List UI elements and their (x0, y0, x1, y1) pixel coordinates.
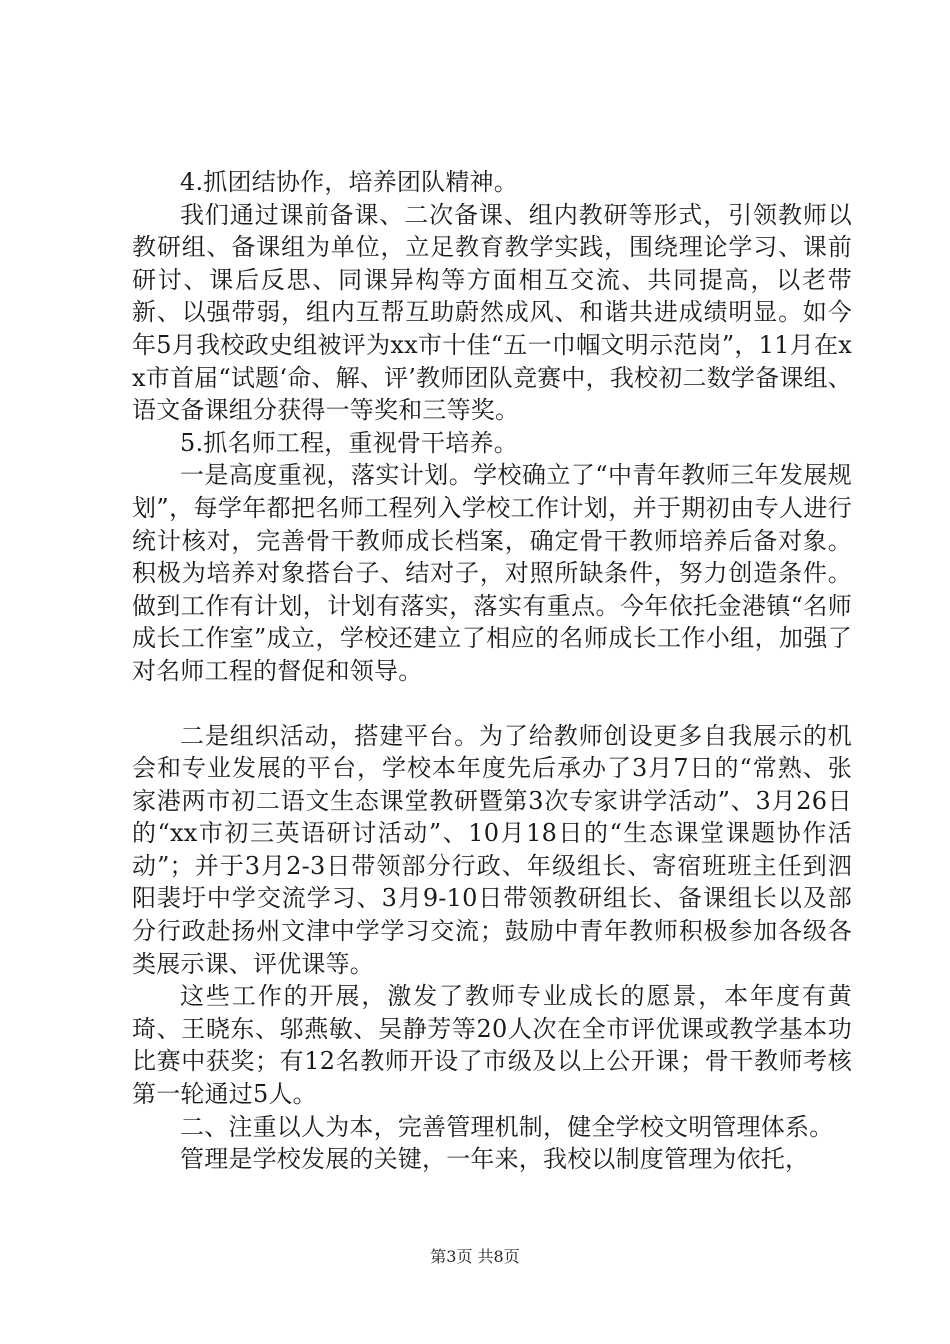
paragraph-teamwork: 我们通过课前备课、二次备课、组内教研等形式，引领教师以教研组、备课组为单位，立足教育教学实践，围绕理论学习、课前研讨、课后反思、同课异构等方面相互交流、共同提高，以老带新、以强带弱，组内互帮互助蔚然成风、和谐共进成绩明显。如今年5月我校政史组被评为xx市十佳“五一巾帼文明示范岗”，11月在xx市首届“试题‘命、解、评’教师团队竞赛中，我校初二数学备课组、语文备课组分获得一等奖和三等奖。 (132, 200, 852, 425)
heading-section-2: 二、注重以人为本，完善管理机制，健全学校文明管理体系。 (180, 1112, 834, 1141)
heading-point-4: 4.抓团结协作，培养团队精神。 (180, 168, 518, 196)
document-body (132, 166, 852, 1176)
paragraph-results: 这些工作的开展，激发了教师专业成长的愿景，本年度有黄琦、王晓东、邬燕敏、吴静芳等20人次在全市评优课或教学基本功比赛中获奖；有12名教师开设了市级及以上公开课；骨干教师考核第一轮通过5人。 (132, 982, 852, 1109)
paragraph-management: 管理是学校发展的关键，一年来，我校以制度管理为依托， (180, 1145, 810, 1174)
page-number-footer: 第3页 共8页 (430, 1247, 520, 1266)
heading-point-5: 5.抓名师工程，重视骨干培养。 (180, 428, 518, 457)
paragraph-plan: 一是高度重视，落实计划。学校确立了“中青年教师三年发展规划”，每学年都把名师工程列入学校工作计划，并于期初由专人进行统计核对，完善骨干教师成长档案，确定骨干教师培养后备对象。积极为培养对象搭台子、结对子，对照所缺条件，努力创造条件。做到工作有计划，计划有落实，落实有重点。今年依托金港镇“名师成长工作室”成立，学校还建立了相应的名师成长工作小组，加强了对名师工程的督促和领导。 (132, 461, 852, 685)
paragraph-activities: 二是组织活动，搭建平台。为了给教师创设更多自我展示的机会和专业发展的平台，学校本年度先后承办了3月7日的“常熟、张家港两市初二语文生态课堂教研暨第3次专家讲学活动”、3月26日的“xx市初三英语研讨活动”、10月18日的“生态课堂课题协作活动”；并于3月2-3日带领部分行政、年级组长、寄宿班班主任到泗阳裴圩中学交流学习、3月9-10日带领教研组长、备课组长以及部分行政赴扬州文津中学学习交流；鼓励中青年教师积极参加各级各类展示课、评优课等。 (132, 721, 852, 978)
